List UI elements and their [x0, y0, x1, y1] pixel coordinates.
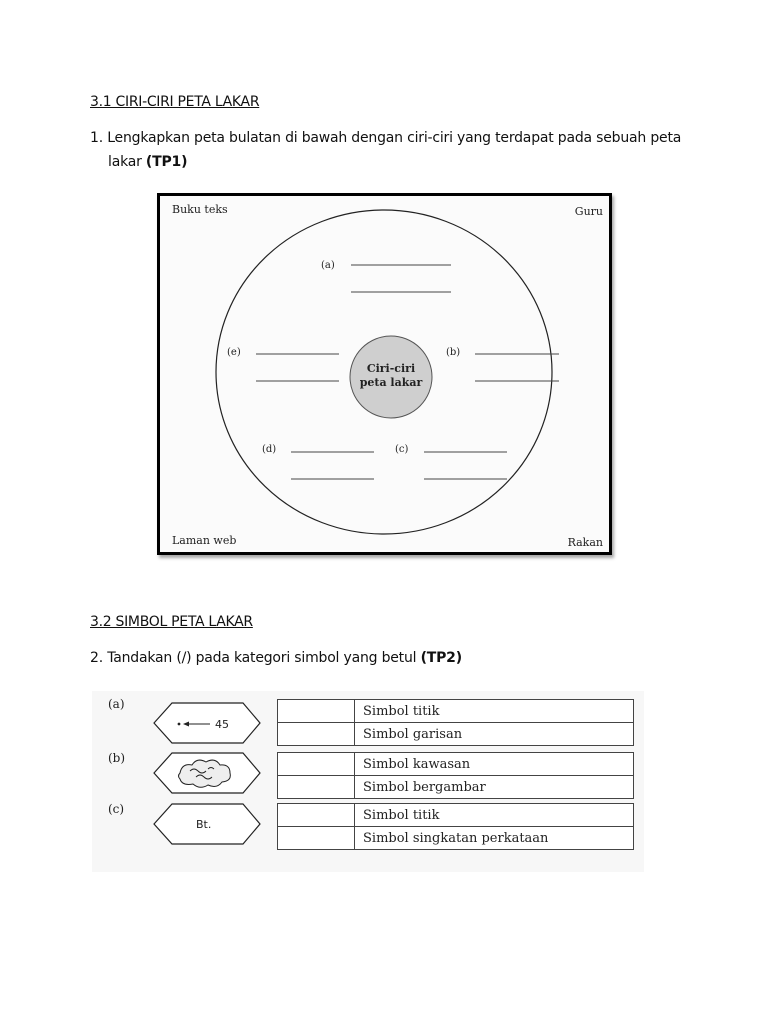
corner-bottom-left: Laman web — [172, 534, 237, 547]
options-table-a — [277, 699, 634, 746]
tick-box[interactable] — [278, 776, 355, 799]
row-letter-c: (c) — [108, 802, 125, 816]
section-heading-ciri-ciri: 3.1 CIRI-CIRI PETA LAKAR — [90, 94, 260, 110]
options-table-b — [277, 752, 634, 799]
question-2 — [90, 646, 690, 670]
label-e: (e) — [227, 347, 241, 358]
tick-box[interactable] — [278, 723, 355, 746]
question-1-tag: (TP1) — [145, 154, 188, 170]
dot-icon — [178, 723, 181, 726]
label-d: (d) — [262, 444, 277, 455]
corner-bottom-right: Rakan — [567, 536, 603, 549]
table-row — [278, 753, 634, 776]
option-label: Simbol titik — [355, 700, 634, 723]
option-label: Simbol kawasan — [355, 753, 634, 776]
question-2-tag: (TP2) — [420, 650, 462, 666]
symbol-c-text: Bt. — [196, 818, 212, 831]
hexagon-a — [154, 703, 260, 743]
table-row — [278, 723, 634, 746]
option-label: Simbol bergambar — [355, 776, 634, 799]
label-c: (c) — [395, 444, 409, 455]
section-heading-simbol: 3.2 SIMBOL PETA LAKAR — [90, 614, 253, 630]
circle-map-figure — [157, 193, 612, 555]
corner-top-left: Buku teks — [172, 203, 228, 216]
row-letter-a: (a) — [108, 697, 125, 711]
label-b: (b) — [446, 347, 461, 358]
table-row — [278, 827, 634, 850]
label-a: (a) — [321, 260, 335, 271]
option-label: Simbol titik — [355, 804, 634, 827]
tick-box[interactable] — [278, 753, 355, 776]
question-2-text: 2. Tandakan (/) pada kategori simbol yang betul — [90, 650, 421, 666]
question-1 — [90, 126, 690, 174]
tick-box[interactable] — [278, 804, 355, 827]
circle-map-diagram — [160, 196, 609, 552]
table-row — [278, 700, 634, 723]
corner-top-right: Guru — [574, 205, 603, 218]
center-label-line1: Ciri-ciri — [366, 362, 416, 375]
row-letter-b: (b) — [108, 751, 126, 765]
tick-box[interactable] — [278, 700, 355, 723]
symbol-table-figure — [92, 691, 644, 872]
question-1-line1: 1. Lengkapkan peta bulatan di bawah dengan ciri-ciri yang terdapat pada sebuah peta — [90, 130, 682, 146]
question-1-line2: lakar (TP1) — [108, 154, 188, 170]
option-label: Simbol singkatan perkataan — [355, 827, 634, 850]
center-label-line2: peta lakar — [359, 376, 423, 389]
table-row — [278, 804, 634, 827]
table-row — [278, 776, 634, 799]
option-label: Simbol garisan — [355, 723, 634, 746]
options-table-c — [277, 803, 634, 850]
symbol-a-text: 45 — [215, 718, 229, 731]
tick-box[interactable] — [278, 827, 355, 850]
